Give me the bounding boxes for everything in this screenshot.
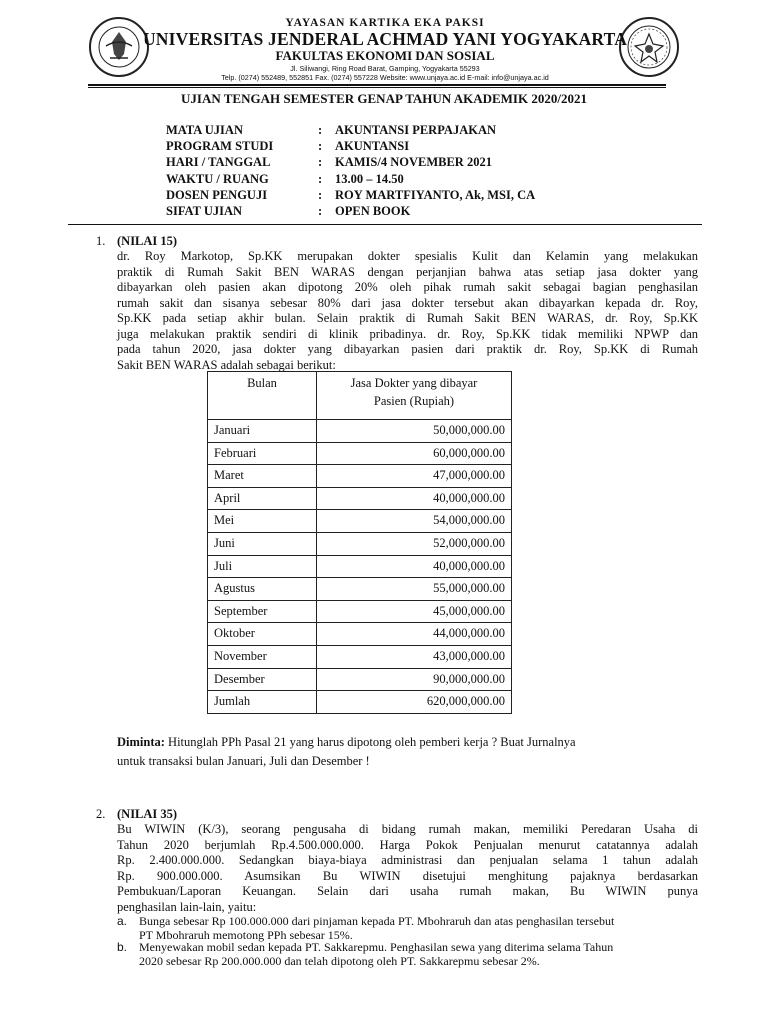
- table-row: [208, 645, 512, 668]
- info-colon: :: [318, 155, 323, 170]
- contact-info: Telp. (0274) 552489, 552851 Fax. (0274) 557228 Website: www.unjaya.ac.id E-mail: info@unjaya.ac.id: [221, 73, 549, 82]
- table-row: [208, 578, 512, 601]
- info-label: MATA UJIAN: [166, 123, 243, 137]
- item-a-line-1: Bunga sebesar Rp 100.000.000 dari pinjaman kepada PT. Mbohraruh dan atas penghasilan tersebut: [139, 914, 615, 928]
- address: Jl. Siliwangi, Ring Road Barat, Gamping, Yogyakarta 55293: [290, 64, 480, 73]
- item-b-marker: b.: [117, 940, 128, 954]
- amount-cell: 60,000,000.00: [317, 442, 512, 465]
- question-1-task: [117, 733, 677, 771]
- month-cell: Desember: [208, 668, 317, 691]
- amount-cell: 50,000,000.00: [317, 420, 512, 443]
- table-row: [208, 487, 512, 510]
- text-line: Sp.KK pada setiap akhir bulan. Selain praktik di Rumah Sakit BEN WARAS, dr. Roy, Sp.KK: [117, 311, 698, 325]
- info-colon: :: [318, 203, 323, 218]
- month-cell: Maret: [208, 465, 317, 488]
- text-line: juga melakukan praktik sendiri di klinik pribadinya. dr. Roy, Sp.KK tidak memiliki NPWP dan: [117, 326, 698, 341]
- exam-title: UJIAN TENGAH SEMESTER GENAP TAHUN AKADEMIK 2020/2021: [181, 91, 587, 106]
- info-label: DOSEN PENGUJI: [166, 187, 268, 202]
- table-row: [208, 600, 512, 623]
- info-colon: :: [318, 123, 323, 137]
- item-b-text: [139, 940, 699, 968]
- info-label: PROGRAM STUDI: [166, 139, 274, 154]
- month-cell: September: [208, 600, 317, 623]
- amount-cell: 90,000,000.00: [317, 668, 512, 691]
- section-divider: [68, 224, 702, 225]
- info-colon: :: [318, 187, 323, 202]
- month-cell: Januari: [208, 420, 317, 443]
- amount-cell: 55,000,000.00: [317, 578, 512, 601]
- total-amount-cell: 620,000,000.00: [317, 691, 512, 714]
- header-bulan: Bulan: [208, 372, 317, 420]
- exam-info-row: [166, 187, 535, 203]
- month-cell: April: [208, 487, 317, 510]
- info-colon: :: [318, 171, 323, 186]
- exam-info-row: [166, 122, 535, 138]
- info-value: ROY MARTFIYANTO, Ak, MSI, CA: [335, 187, 536, 202]
- text-line: Rp. 900.000.000. Asumsikan Bu WIWIN disetujui menghitung pajaknya berdasarkan: [117, 868, 698, 883]
- text-line: Rp. 2.400.000.000. Sedangkan biaya-biaya administrasi dan penjualan selama 1 tahun adalah: [117, 853, 698, 867]
- text-line: Sakit BEN WARAS adalah sebagai berikut:: [117, 357, 336, 372]
- exam-info-row: [166, 203, 535, 219]
- amount-cell: 40,000,000.00: [317, 487, 512, 510]
- info-label: SIFAT UJIAN: [166, 203, 243, 218]
- table-row: [208, 623, 512, 646]
- month-cell: Mei: [208, 510, 317, 533]
- month-cell: November: [208, 645, 317, 668]
- info-colon: :: [318, 139, 323, 154]
- item-a-text: [139, 914, 699, 942]
- item-b-line-2: 2020 sebesar Rp 200.000.000 dan telah dipotong oleh PT. Sakkarepmu sebesar 2%.: [139, 954, 540, 968]
- info-value: AKUNTANSI: [335, 139, 410, 154]
- month-cell: Agustus: [208, 578, 317, 601]
- header-rule-thin: [88, 87, 666, 88]
- table-total-row: [208, 691, 512, 714]
- info-value: OPEN BOOK: [335, 203, 411, 218]
- table-row: [208, 510, 512, 533]
- foundation-name: YAYASAN KARTIKA EKA PAKSI: [285, 17, 485, 29]
- text-line: Tahun 2020 berjumlah Rp.4.500.000.000. Harga Pokok Penjualan menurut catatannya adalah: [117, 837, 698, 852]
- diminta-label: Diminta:: [117, 735, 165, 749]
- text-line: rumah sakit dan sisanya sebesar 80% dari jasa dokter tersebut akan dibayarkan kepada dr. Roy,: [117, 295, 698, 310]
- exam-info: [166, 122, 535, 219]
- amount-cell: 44,000,000.00: [317, 623, 512, 646]
- month-cell: Februari: [208, 442, 317, 465]
- amount-cell: 54,000,000.00: [317, 510, 512, 533]
- table-row: [208, 442, 512, 465]
- amount-cell: 40,000,000.00: [317, 555, 512, 578]
- table-row: [208, 555, 512, 578]
- info-value: KAMIS/4 NOVEMBER 2021: [335, 155, 492, 170]
- diminta-text-line-2: untuk transaksi bulan Januari, Juli dan Desember !: [117, 754, 370, 768]
- amount-cell: 45,000,000.00: [317, 600, 512, 623]
- text-line: Pembukuan/Laporan Keuangan. Selain dari usaha rumah makan, Bu WIWIN punya: [117, 884, 698, 898]
- text-line: Bu WIWIN (K/3), seorang pengusaha di bidang rumah makan, memiliki Peredaran Usaha di: [117, 822, 698, 836]
- month-cell: Juli: [208, 555, 317, 578]
- info-label: WAKTU / RUANG: [166, 171, 269, 186]
- month-cell: Juni: [208, 532, 317, 555]
- question-1-number: 1.: [96, 234, 106, 248]
- text-line: praktik di Rumah Sakit BEN WARAS dengan perjanjian bahwa atas setiap jasa dokter yang: [117, 264, 698, 279]
- doctor-fee-table: [207, 371, 512, 714]
- diminta-text: Hitunglah PPh Pasal 21 yang harus dipotong oleh pemberi kerja ? Buat Jurnalnya: [164, 735, 576, 749]
- header-jasa-line-1: Jasa Dokter yang dibayar: [350, 376, 478, 390]
- question-1-title: (NILAI 15): [117, 234, 178, 248]
- amount-cell: 52,000,000.00: [317, 532, 512, 555]
- header-rule-thick: [88, 84, 666, 86]
- total-label-cell: Jumlah: [208, 691, 317, 714]
- table-row: [208, 420, 512, 443]
- header-jasa-line-2: Pasien (Rupiah): [373, 394, 455, 408]
- question-2-number: 2.: [96, 807, 106, 821]
- table-row: [208, 532, 512, 555]
- question-2-title: (NILAI 35): [117, 807, 178, 821]
- month-cell: Oktober: [208, 623, 317, 646]
- info-value: 13.00 – 14.50: [335, 171, 404, 186]
- amount-cell: 47,000,000.00: [317, 465, 512, 488]
- table-row: [208, 668, 512, 691]
- text-line: penghasilan lain-lain, yaitu:: [117, 899, 257, 914]
- item-a-line-2: PT Mbohraruh memotong PPh sebesar 15%.: [139, 928, 353, 942]
- text-line: dr. Roy Markotop, Sp.KK merupakan dokter spesialis Kulit dan Kelamin yang melakukan: [117, 249, 698, 263]
- item-a-marker: a.: [117, 914, 128, 928]
- university-name: UNIVERSITAS JENDERAL ACHMAD YANI YOGYAKARTA: [142, 29, 628, 49]
- amount-cell: 43,000,000.00: [317, 645, 512, 668]
- faculty-name: FAKULTAS EKONOMI DAN SOSIAL: [275, 48, 495, 63]
- info-label: HARI / TANGGAL: [166, 155, 271, 170]
- table-header-row: [208, 372, 512, 420]
- table-row: [208, 465, 512, 488]
- text-line: dibayarkan oleh pasien akan dipotong 20% oleh pihak rumah sakit sebagai bagian penghasilan: [117, 280, 698, 294]
- exam-info-row: [166, 154, 535, 170]
- info-value: AKUNTANSI PERPAJAKAN: [335, 123, 496, 137]
- text-line: pada tahun 2020, jasa dokter yang dibayarkan pasien dari praktik dr. Roy, Sp.KK di Rumah: [117, 342, 698, 356]
- item-b-line-1: Menyewakan mobil sedan kepada PT. Sakkarepmu. Penghasilan sewa yang diterima selama Tahun: [139, 940, 614, 954]
- header-jasa-dokter: [317, 372, 512, 420]
- exam-info-row: [166, 171, 535, 187]
- question-2-body: [117, 822, 698, 915]
- question-1-body: [117, 249, 698, 373]
- exam-info-row: [166, 138, 535, 154]
